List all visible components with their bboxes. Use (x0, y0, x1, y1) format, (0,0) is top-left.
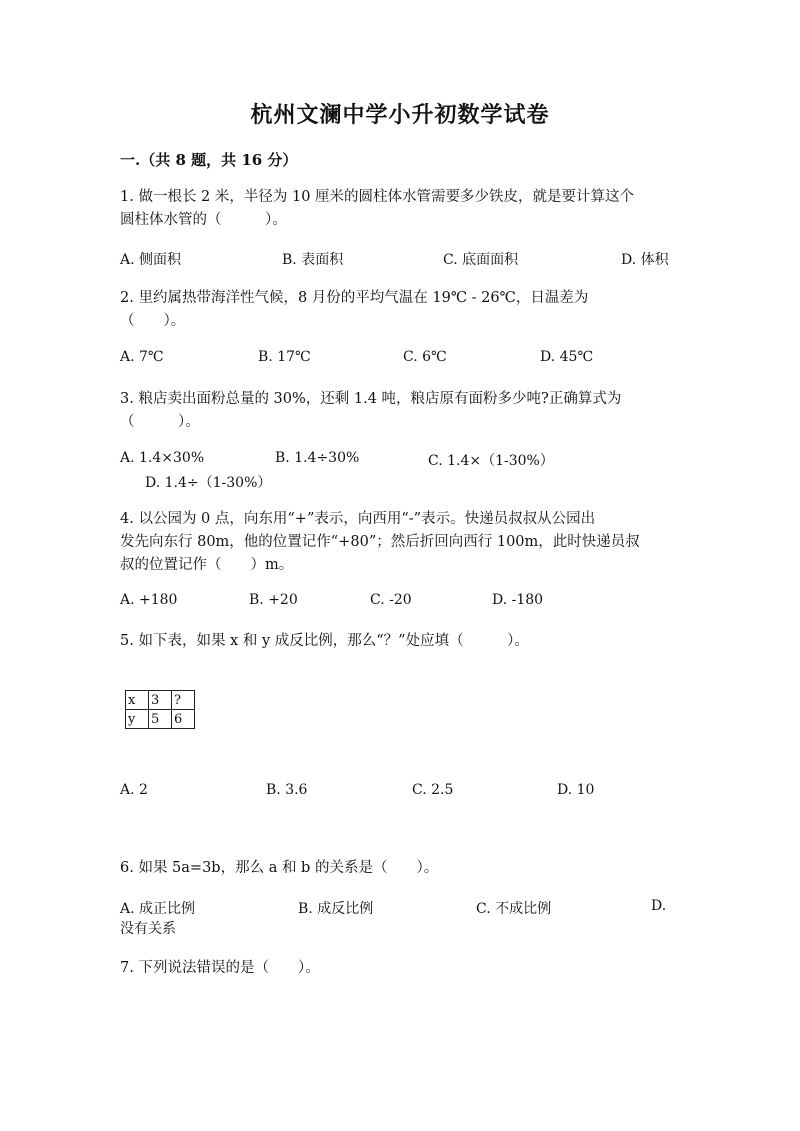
page-title: 杭州文澜中学小升初数学试卷 (250, 102, 550, 128)
table-cell: 6 (172, 710, 195, 729)
question-3-line-2: （ ）。 (120, 414, 200, 430)
question-3-line-1: 3. 粮店卖出面粉总量的 30%，还剩 1.4 吨，粮店原有面粉多少吨?正确算式为 (120, 391, 622, 407)
question-7-line-1: 7. 下列说法错误的是（ ）。 (120, 960, 320, 976)
section-heading: 一.（共 8 题，共 16 分） (120, 151, 298, 169)
question-6-line-1: 6. 如果 5a=3b，那么 a 和 b 的关系是（ ）。 (120, 860, 439, 876)
q1-option-b: B. 表面积 (282, 252, 344, 268)
question-1-line-1: 1. 做一根长 2 米，半径为 10 厘米的圆柱体水管需要多少铁皮，就是要计算这个 (120, 189, 635, 205)
question-7 (120, 957, 320, 980)
table-cell: x (126, 691, 149, 710)
question-4-line-3: 叔的位置记作（ ）m。 (120, 557, 294, 573)
table-row (126, 691, 195, 710)
question-2-line-1: 2. 里约属热带海洋性气候，8 月份的平均气温在 19℃ - 26℃，日温差为 (120, 290, 589, 306)
q3-option-c: C. 1.4×（1-30%） (428, 453, 554, 469)
q4-option-c: C. -20 (370, 592, 412, 608)
q5-option-c: C. 2.5 (412, 782, 454, 798)
q4-option-a: A. +180 (120, 592, 178, 608)
q2-option-c: C. 6℃ (403, 349, 447, 365)
q5-option-d: D. 10 (557, 782, 595, 798)
question-5 (120, 630, 529, 653)
q6-option-b: B. 成反比例 (298, 901, 374, 917)
question-2-line-2: （ ）。 (120, 313, 186, 329)
question-5-line-1: 5. 如下表，如果 x 和 y 成反比例，那么“？”处应填（ ）。 (120, 633, 529, 649)
q1-option-d: D. 体积 (621, 252, 669, 268)
q4-option-d: D. -180 (492, 592, 544, 608)
q1-option-a: A. 侧面积 (120, 252, 182, 268)
question-4-line-2: 发先向东行 80m，他的位置记作“+80”；然后折回向西行 100m，此时快递员叔 (120, 534, 640, 550)
q6-option-a: A. 成正比例 (120, 901, 196, 917)
question-1 (120, 186, 634, 232)
table-row (126, 710, 195, 729)
xy-table (125, 690, 195, 729)
question-2 (120, 287, 588, 333)
q6-option-d-continuation: 没有关系 (120, 921, 176, 937)
question-4-line-1: 4. 以公园为 0 点，向东用“+”表示，向西用“-”表示。快递员叔叔从公园出 (120, 511, 596, 527)
table-cell: 3 (149, 691, 172, 710)
q2-option-d: D. 45℃ (540, 349, 594, 365)
question-4 (120, 508, 640, 577)
q5-option-a: A. 2 (120, 782, 148, 798)
question-1-line-2: 圆柱体水管的（ ）。 (120, 212, 287, 228)
q4-option-b: B. +20 (249, 592, 298, 608)
q2-option-b: B. 17℃ (258, 349, 311, 365)
question-6 (120, 857, 438, 880)
q5-option-b: B. 3.6 (266, 782, 308, 798)
q6-option-d: D. (651, 898, 667, 914)
q6-option-c: C. 不成比例 (476, 901, 552, 917)
q3-option-a: A. 1.4×30% (120, 450, 205, 466)
question-3 (120, 388, 621, 434)
q3-option-d: D. 1.4÷（1-30%） (145, 475, 272, 491)
q2-option-a: A. 7℃ (120, 349, 164, 365)
table-cell: y (126, 710, 149, 729)
q1-option-c: C. 底面面积 (443, 252, 519, 268)
table-cell: 5 (149, 710, 172, 729)
table-cell: ? (172, 691, 195, 710)
q3-option-b: B. 1.4÷30% (275, 450, 360, 466)
